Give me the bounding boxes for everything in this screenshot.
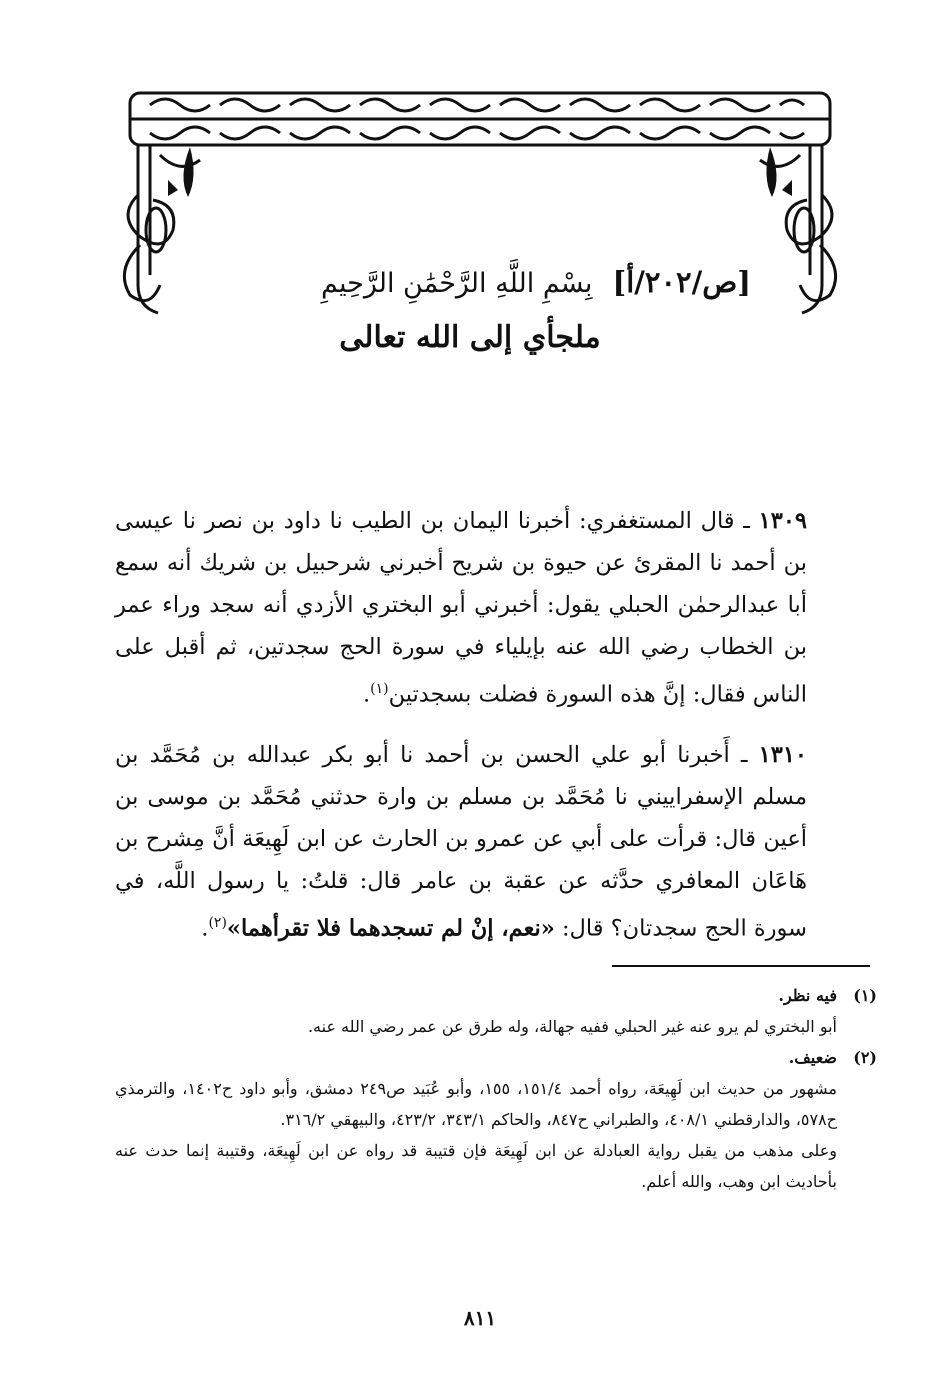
hadith-paragraph: [115, 734, 807, 950]
footnote-line: مشهور من حديث ابن لَهِيعَة، رواه أحمد ١٥١/٤، ١٥٥، وأبو عُبَيد ص٢٤٩ دمشق، وأبو داود ح١٤٠٢، والترمذي ح٥٧٨، والدارقطني ٤٠٨/١، والطبراني ح٨٤٧، والحاكم ٣٤٣/١، ٤٢٣/٢، والبيهقي ٣١٦/٢.: [115, 1079, 837, 1129]
footnote-line: أبو البختري لم يرو عنه غير الحبلي ففيه جهالة، وله طرق عن عمر رضي الله عنه.: [307, 1017, 837, 1036]
hadith-number: ١٣٠٩: [758, 508, 807, 534]
footnote-heading: ضعيف.: [788, 1048, 837, 1067]
hadith-text: ـ أَخبرنا أبو علي الحسن بن أحمد نا أبو بكر عبدالله بن مُحَمَّد بن مسلم الإسفراييني نا مُحَمَّد بن مسلم بن وارة حدثني مُحَمَّد بن موسى بن أعين قال: قرأت على أبي عن عمرو بن الحارث عن ابن لَهِيعَة أنَّ مِشرح بن هَاعَان المعافري حدَّثه عن عقبة بن عامر قال: قلتُ: يا رسول اللَّه، في سورة الحج سجدتان؟ قال:: [115, 741, 807, 941]
footnote: [115, 1042, 877, 1197]
footnote-ref[interactable]: (١): [370, 681, 389, 697]
footnote-mark: (٢): [853, 1048, 877, 1067]
hadith-text: ـ قال المستغفري: أخبرنا اليمان بن الطيب نا داود بن نصر نا عيسى بن أحمد نا المقرئ عن حيوة بن شريح أخبرني شرحبيل بن شريك أنه سمع أبا عبدالرحمٰن الحبلي يقول: أخبرني أبو البختري الأزدي أنه سجد وراء عمر بن الخطاب رضي الله عنه بإيلياء في سورة الحج سجدتين، ثم أقبل على الناس فقال: إنَّ هذه السورة فضلت بسجدتين: [115, 508, 807, 708]
footnote-divider: [612, 965, 870, 967]
footnote: [115, 980, 877, 1042]
footnote-body: [115, 980, 837, 1042]
folio-reference: [ص/٢٠٢/أ]: [612, 265, 751, 299]
hadith-paragraph: [115, 500, 807, 716]
main-text: [115, 500, 807, 967]
footnote-heading: فيه نظر.: [778, 986, 837, 1005]
hadith-end: .: [362, 681, 371, 708]
page-number: ٨١١: [463, 1306, 497, 1330]
hadith-quote: «نعم، إنْ لم تسجدهما فلا تقرأهما»: [226, 915, 555, 941]
hadith-end: .: [201, 915, 209, 941]
chapter-title: ملجأي إلى الله تعالى: [339, 320, 601, 355]
footnotes: [115, 980, 877, 1197]
basmala: بِسْمِ اللَّهِ الرَّحْمَٰنِ الرَّحِيمِ: [321, 268, 593, 299]
footnote-body: [115, 1042, 837, 1197]
footnote-ref[interactable]: (٢): [208, 914, 227, 931]
footnote-mark: (١): [853, 986, 877, 1005]
basmala-line: [191, 265, 751, 299]
footnote-line: وعلى مذهب من يقبل رواية العبادلة عن ابن لَهِيعَة فإن قتيبة قد رواه عن ابن لَهِيعَة، وقتيبة إنما حدث عنه بأحاديث ابن وهب، والله أعلم.: [115, 1141, 837, 1191]
hadith-number: ١٣١٠: [758, 741, 807, 768]
